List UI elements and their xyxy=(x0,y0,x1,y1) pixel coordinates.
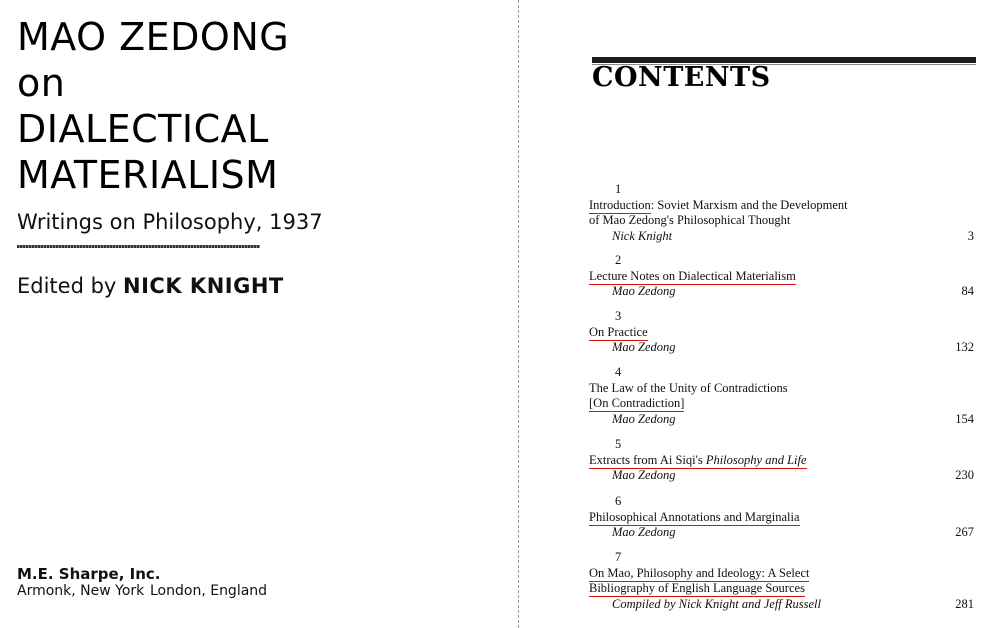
toc-author-name: Mao Zedong xyxy=(612,468,676,482)
toc-page-number: 281 xyxy=(955,596,974,611)
toc-title-underlined: Introduction xyxy=(589,197,651,212)
toc-entry-number: 7 xyxy=(615,550,622,564)
toc-entry-title-line-2 xyxy=(589,396,974,412)
toc-title-italic: Philosophy and Life xyxy=(705,452,807,467)
title-line-3: DIALECTICAL xyxy=(17,107,269,151)
toc-entry-author xyxy=(589,525,974,541)
toc-entry-author xyxy=(589,597,974,613)
editor-credit xyxy=(17,274,284,298)
toc-entry-title: The Law of the Unity of Contradictions xyxy=(589,380,788,395)
toc-title-underlined: [On Contradiction] xyxy=(589,396,685,410)
contents-page xyxy=(519,0,1000,628)
toc-entry-number: 5 xyxy=(615,437,622,451)
toc-entry-author xyxy=(589,229,974,245)
editor-name: NICK KNIGHT xyxy=(123,274,284,298)
book-subtitle: Writings on Philosophy, 1937 xyxy=(17,210,323,234)
toc-entry-7[interactable] xyxy=(589,550,974,612)
toc-author-name: Mao Zedong xyxy=(612,525,676,539)
toc-entry-title-line-2: of Mao Zedong's Philosophical Thought xyxy=(589,213,791,227)
toc-entry-4[interactable] xyxy=(589,365,974,427)
toc-entry-number: 3 xyxy=(615,309,622,323)
toc-entry-author xyxy=(589,284,974,300)
toc-page-number: 154 xyxy=(955,411,974,426)
publisher-name: M.E. Sharpe, Inc. xyxy=(17,565,161,583)
toc-entry-title xyxy=(589,566,974,582)
publisher-city-1: Armonk, New York xyxy=(17,583,145,599)
toc-page-number: 267 xyxy=(955,525,974,539)
toc-author-name: Mao Zedong xyxy=(612,411,676,426)
toc-entry-title-line-2 xyxy=(589,581,974,597)
toc-title-underlined: On Mao, Philosophy and Ideology: A Select xyxy=(589,565,810,580)
toc-entry-number: 2 xyxy=(615,253,622,267)
title-line-1: MAO ZEDONG xyxy=(17,15,290,59)
contents-heading: CONTENTS xyxy=(592,62,771,93)
toc-author-name: Mao Zedong xyxy=(612,284,676,298)
toc-entry-2[interactable] xyxy=(589,253,974,300)
book-title xyxy=(17,14,289,198)
publisher-city-2: London, England xyxy=(150,583,268,599)
toc-entry-1[interactable] xyxy=(589,182,974,244)
toc-title-underlined: On Practice xyxy=(589,324,648,339)
toc-entry-number: 1 xyxy=(615,182,622,196)
toc-author-name: Compiled by Nick Knight and Jeff Russell xyxy=(612,596,821,611)
title-divider xyxy=(17,245,260,248)
toc-title-underlined xyxy=(589,453,807,469)
toc-author-name: Nick Knight xyxy=(612,228,673,243)
toc-title-underlined: Lecture Notes on Dialectical Materialism xyxy=(589,268,796,283)
toc-title-underlined: Bibliography of English Language Sources xyxy=(589,581,805,595)
toc-entry-3[interactable] xyxy=(589,309,974,356)
toc-entry-title xyxy=(589,510,974,526)
toc-title-text: Extracts from Ai Siqi's xyxy=(589,452,706,467)
toc-entry-title xyxy=(589,269,974,285)
toc-entry-title xyxy=(589,198,974,214)
toc-title-rest: : Soviet Marxism and the Development xyxy=(650,197,848,212)
toc-entry-author xyxy=(589,340,974,356)
toc-entry-title xyxy=(589,453,974,469)
toc-page-number: 132 xyxy=(955,340,974,354)
toc-author-name: Mao Zedong xyxy=(612,340,676,354)
toc-page-number: 3 xyxy=(967,228,974,243)
toc-entry-number: 4 xyxy=(615,365,622,379)
toc-page-number: 84 xyxy=(961,284,974,298)
toc-entry-5[interactable] xyxy=(589,437,974,484)
toc-entry-author xyxy=(589,468,974,484)
title-line-2: on xyxy=(17,61,66,105)
toc-page-number: 230 xyxy=(955,468,974,482)
edited-by-label: Edited by xyxy=(17,274,117,298)
toc-entry-6[interactable] xyxy=(589,494,974,541)
toc-title-underlined: Philosophical Annotations and Marginalia xyxy=(589,509,800,524)
title-line-4: MATERIALISM xyxy=(17,153,279,197)
toc-entry-number: 6 xyxy=(615,494,622,508)
toc-entry-title xyxy=(589,325,974,341)
toc-entry-author xyxy=(589,412,974,428)
